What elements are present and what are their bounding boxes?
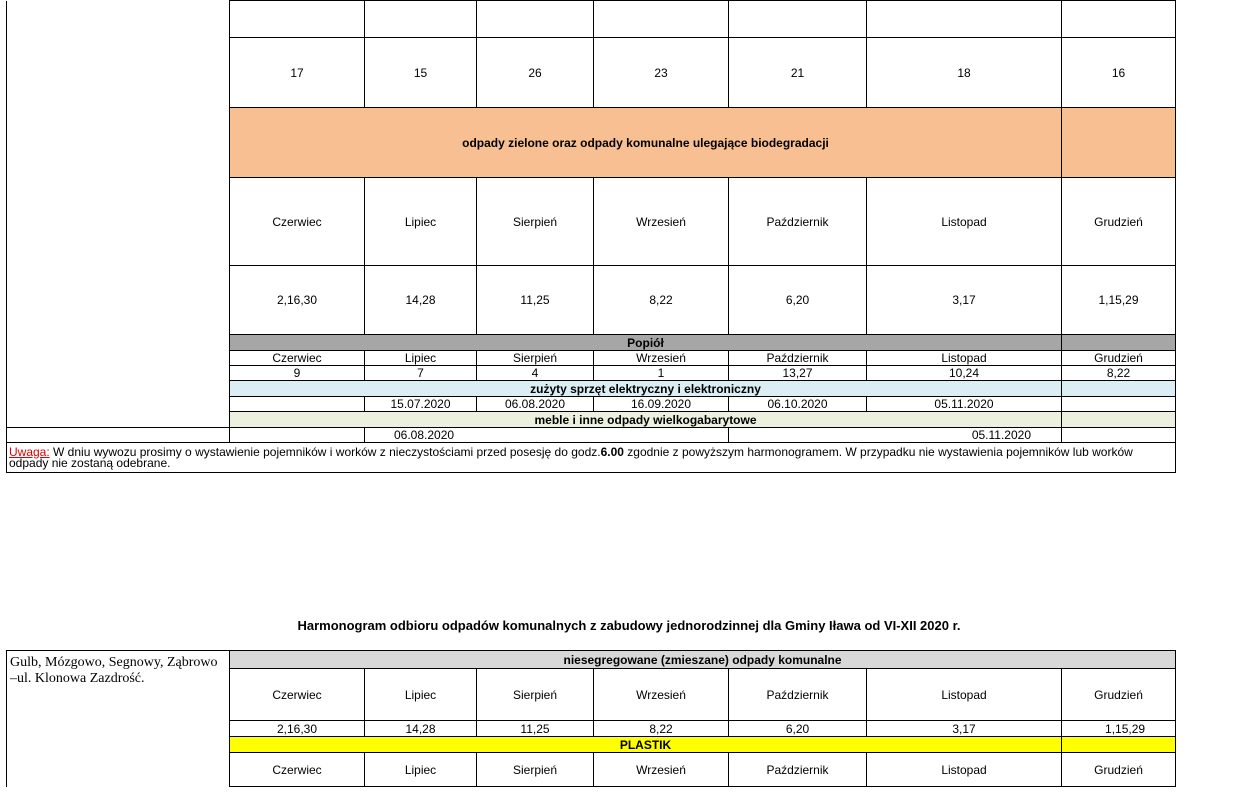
month-cell: Grudzień (1062, 669, 1176, 721)
table-row (7, 428, 1176, 443)
table-row (7, 443, 1176, 473)
towns-cell: Gulb, Mózgowo, Segnowy, Ząbrowo –ul. Klonowa Zazdrość. (7, 651, 230, 787)
date-cell: 17 (230, 38, 365, 108)
date-cell (230, 397, 365, 412)
month-cell: Czerwiec (230, 351, 365, 366)
month-cell: Wrzesień (594, 178, 729, 266)
month-cell: Sierpień (477, 753, 594, 787)
table-cell (867, 1, 1062, 38)
note-cell (7, 443, 1176, 473)
month-cell: Wrzesień (594, 669, 729, 721)
date-cell: 18 (867, 38, 1062, 108)
green-waste-header-end (1062, 108, 1176, 178)
date-cell: 7 (365, 366, 477, 381)
month-cell: Lipiec (365, 753, 477, 787)
table-cell (594, 1, 729, 38)
month-cell: Wrzesień (594, 753, 729, 787)
bulky-header: meble i inne odpady wielkogabarytowe (230, 412, 1062, 428)
month-cell: Listopad (867, 753, 1062, 787)
month-cell: Czerwiec (230, 753, 365, 787)
table-cell (365, 1, 477, 38)
ash-header-end (1062, 335, 1176, 351)
date-cell: 2,16,30 (230, 721, 365, 737)
left-blank-cell (7, 428, 230, 443)
electro-header: zużyty sprzęt elektryczny i elektroniczny (230, 381, 1062, 397)
month-cell: Grudzień (1062, 753, 1176, 787)
date-cell: 10,24 (867, 366, 1062, 381)
date-cell: 06.08.2020 (365, 428, 729, 443)
date-cell: 15 (365, 38, 477, 108)
date-cell: 11,25 (477, 266, 594, 335)
date-cell: 4 (477, 366, 594, 381)
green-waste-header: odpady zielone oraz odpady komunalne ulegające biodegradacji (230, 108, 1062, 178)
month-cell: Listopad (867, 178, 1062, 266)
table-row (7, 651, 1176, 669)
date-cell: 3,17 (867, 266, 1062, 335)
schedule-table-top (6, 0, 1176, 473)
date-cell: 05.11.2020 (867, 397, 1062, 412)
date-cell: 05.11.2020 (729, 428, 1062, 443)
date-cell: 16.09.2020 (594, 397, 729, 412)
date-cell: 15.07.2020 (365, 397, 477, 412)
date-cell: 06.08.2020 (477, 397, 594, 412)
table-cell (1062, 1, 1176, 38)
month-cell: Lipiec (365, 178, 477, 266)
plastic-header-end (1062, 737, 1176, 753)
date-cell: 23 (594, 38, 729, 108)
month-cell: Październik (729, 753, 867, 787)
electro-header-end (1062, 381, 1176, 397)
date-cell: 6,20 (729, 721, 867, 737)
mixed-waste-header: niesegregowane (zmieszane) odpady komunalne (230, 651, 1176, 669)
date-cell: 8,22 (594, 721, 729, 737)
date-cell: 3,17 (867, 721, 1062, 737)
month-cell: Sierpień (477, 351, 594, 366)
date-cell: 6,20 (729, 266, 867, 335)
plastic-header: PLASTIK (230, 737, 1062, 753)
month-cell: Grudzień (1062, 178, 1176, 266)
date-cell: 11,25 (477, 721, 594, 737)
month-cell: Listopad (867, 351, 1062, 366)
table-row (7, 1, 1176, 38)
month-cell: Październik (729, 669, 867, 721)
date-cell (1062, 428, 1176, 443)
month-cell: Listopad (867, 669, 1062, 721)
month-cell: Czerwiec (230, 178, 365, 266)
date-cell: 14,28 (365, 266, 477, 335)
date-cell: 06.10.2020 (729, 397, 867, 412)
date-cell: 21 (729, 38, 867, 108)
date-cell: 26 (477, 38, 594, 108)
table-cell (230, 1, 365, 38)
month-cell: Lipiec (365, 351, 477, 366)
date-cell: 8,22 (1062, 366, 1176, 381)
date-cell (1062, 397, 1176, 412)
month-cell: Grudzień (1062, 351, 1176, 366)
left-blank-cell (7, 1, 230, 428)
bulky-header-end (1062, 412, 1176, 428)
month-cell: Sierpień (477, 178, 594, 266)
date-cell (230, 428, 365, 443)
month-cell: Październik (729, 351, 867, 366)
month-cell: Wrzesień (594, 351, 729, 366)
date-cell: 1,15,29 (1062, 721, 1176, 737)
note-label: Uwaga: (9, 444, 50, 459)
date-cell: 1,15,29 (1062, 266, 1176, 335)
table-cell (477, 1, 594, 38)
date-cell: 13,27 (729, 366, 867, 381)
ash-header: Popiół (230, 335, 1062, 351)
note-time: 6.00 (600, 444, 624, 459)
date-cell: 8,22 (594, 266, 729, 335)
date-cell: 16 (1062, 38, 1176, 108)
schedule-table-bottom (6, 650, 1176, 787)
date-cell: 14,28 (365, 721, 477, 737)
month-cell: Czerwiec (230, 669, 365, 721)
schedule-title: Harmonogram odbioru odpadów komunalnych z zabudowy jednorodzinnej dla Gminy Iława od VI-XII 2020 r. (297, 618, 961, 633)
note-text-end: zgodnie z powyższym harmonogramem. W przypadku nie wystawienia pojemników lub worków odpady nie zostaną odebrane. (9, 444, 1133, 470)
date-cell: 2,16,30 (230, 266, 365, 335)
table-cell (729, 1, 867, 38)
note-text-start: W dniu wywozu prosimy o wystawienie pojemników i worków z nieczystościami przed posesję do godz. (49, 444, 601, 459)
date-cell: 9 (230, 366, 365, 381)
month-cell: Październik (729, 178, 867, 266)
month-cell: Sierpień (477, 669, 594, 721)
date-cell: 1 (594, 366, 729, 381)
month-cell: Lipiec (365, 669, 477, 721)
